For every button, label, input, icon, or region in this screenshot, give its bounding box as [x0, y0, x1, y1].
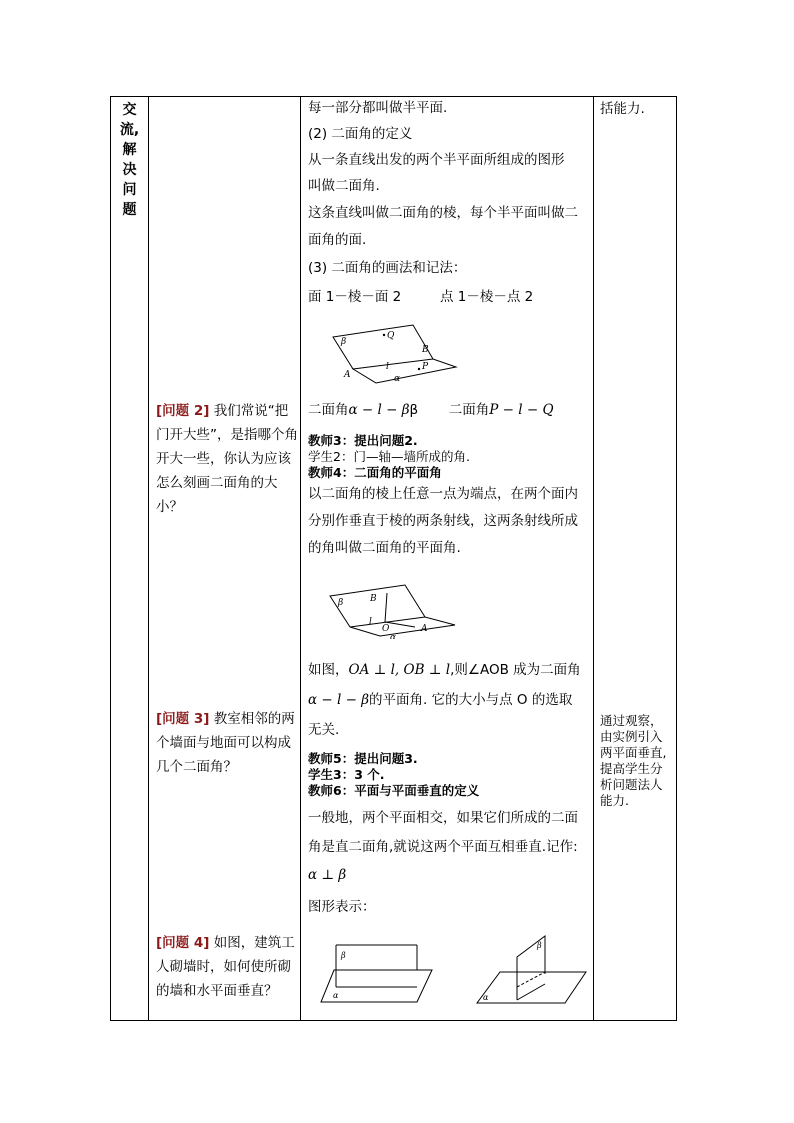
perpendicular-figure-2	[473, 932, 588, 1010]
content-line: 以二面角的棱上任意一点为端点，在两个面内	[308, 486, 578, 502]
perpendicular-notation: α ⊥ β	[308, 867, 347, 883]
label-q: Q	[387, 331, 395, 341]
teacher-4: 教师4：二面角的平面角	[308, 465, 442, 480]
content-line: (3) 二面角的画法和记法：	[308, 260, 467, 276]
student-3: 学生3：3 个.	[308, 767, 385, 782]
label-o: O	[382, 624, 390, 634]
content-line: 每一部分都叫做半平面.	[308, 100, 448, 116]
label-alpha: α	[390, 633, 397, 639]
remark-ability: 括能力.	[600, 101, 645, 117]
teacher-3: 教师3：提出问题2.	[308, 433, 418, 448]
section-title: 交 流, 解 决 问 题	[119, 102, 140, 218]
label-a: A	[344, 370, 351, 380]
perpendicular-figure-1	[319, 940, 434, 1008]
notation-face: 面 1－棱－面 2	[308, 289, 402, 305]
label-l: l	[369, 617, 372, 627]
content-line: 这条直线叫做二面角的棱，每个半平面叫做二	[308, 205, 578, 221]
column-divider	[148, 97, 149, 1020]
content-line: 无关.	[308, 722, 340, 738]
notation-point: 点 1－棱－点 2	[440, 289, 534, 305]
content-line: 从一条直线出发的两个半平面所组成的图形	[308, 152, 565, 168]
content-line: 角是直二面角,就说这两个平面互相垂直.记作:	[308, 839, 578, 855]
label-beta: β	[341, 337, 347, 347]
remark-intent: 通过观察， 由实例引入 两平面垂直, 提高学生分 析问题法人 能力.	[600, 713, 667, 808]
label-l: l	[386, 362, 389, 372]
question-2: [问题 2] 我们常说“把门开大些”，是指哪个角开大一些，你认为应该怎么刻画二面角的大小？	[156, 403, 298, 515]
point-q	[383, 334, 385, 336]
column-divider	[300, 97, 301, 1020]
dihedral-figure-1	[328, 317, 463, 387]
teacher-6: 教师6：平面与平面垂直的定义	[308, 783, 480, 798]
label-alpha: α	[483, 993, 489, 1002]
label-beta: β	[537, 941, 542, 950]
label-p: P	[422, 362, 429, 372]
content-line: 的角叫做二面角的平面角.	[308, 540, 461, 556]
plane-angle-figure	[325, 579, 465, 639]
lesson-table	[110, 96, 677, 1021]
angle-explanation: α − l − β的平面角. 它的大小与点 O 的选取	[308, 692, 573, 708]
content-line: 图形表示：	[308, 899, 376, 915]
label-alpha: α	[333, 991, 339, 1000]
content-line: 叫做二面角.	[308, 178, 380, 194]
content-line: (2) 二面角的定义	[308, 126, 413, 142]
angle-explanation: 如图，OA ⊥ l, OB ⊥ l,则∠AOB 成为二面角	[308, 662, 581, 678]
label-b: B	[422, 345, 429, 355]
label-beta: β	[338, 598, 344, 608]
label-a: A	[421, 624, 428, 634]
student-2: 学生2：门—轴—墙所成的角.	[308, 449, 470, 464]
content-line: 一般地，两个平面相交，如果它们所成的二面	[308, 810, 578, 826]
question-4: [问题 4] 如图，建筑工人砌墙时，如何使所砌的墙和水平面垂直？	[156, 935, 295, 999]
point-p	[418, 368, 420, 370]
label-beta: β	[341, 951, 346, 960]
content-line: 分别作垂直于棱的两条射线，这两条射线所成	[308, 513, 578, 529]
teacher-5: 教师5：提出问题3.	[308, 751, 418, 766]
content-line: 面角的面.	[308, 232, 367, 248]
question-3: [问题 3] 教室相邻的两个墙面与地面可以构成几个二面角？	[156, 711, 295, 775]
dihedral-notation: 二面角α − l − ββ 二面角P − l − Q	[308, 402, 554, 418]
label-b: B	[370, 594, 377, 604]
label-alpha: α	[394, 374, 401, 384]
column-divider	[593, 97, 594, 1020]
